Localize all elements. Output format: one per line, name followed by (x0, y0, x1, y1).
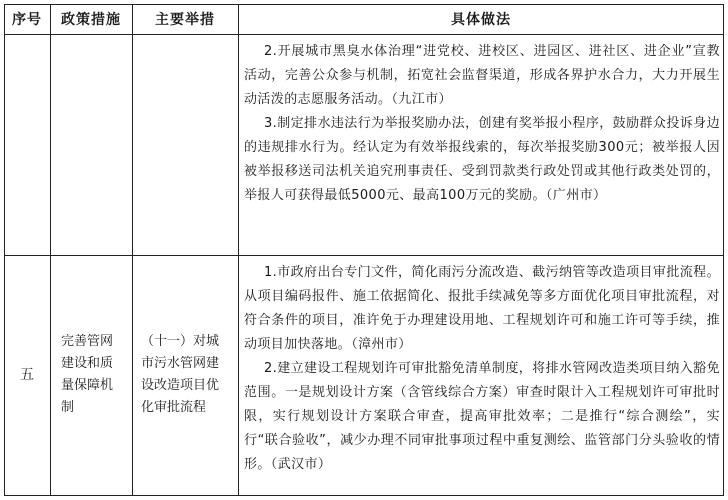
policy-measure (50, 255, 132, 495)
practice-paragraph: 2.开展城市黑臭水体治理“进党校、进校区、进园区、进社区、进企业”宣教活动，完善公众参与机制，拓宽社会监督渠道，形成各界护水合力，大力开展生动活泼的志愿服务活动。（九江市） (244, 44, 720, 107)
main-measure (132, 255, 238, 495)
table-border-right (723, 4, 724, 496)
policy-table (4, 4, 724, 496)
header-measure: 主要举措 (155, 12, 215, 28)
table-border-bottom (4, 495, 724, 496)
practice-paragraph: 3.制定排水违法行为举报奖励办法，创建有奖举报小程序，鼓励群众投诉身边的违规排水行为。经认定为有效举报线索的，每次举报奖励300元；被举报人因被举报移送司法机关追究刑事责任、受到罚款类行政处罚或其他行政类处罚的，举报人可获得最低5000元、最高100万元的奖励。（广州市） (244, 116, 720, 203)
column-divider-3 (238, 4, 239, 496)
row-number: 五 (20, 367, 34, 383)
header-number: 序号 (12, 12, 42, 28)
header-policy: 政策措施 (61, 12, 121, 28)
practice-paragraph: 2.建立建设工程规划许可审批豁免清单制度，将排水管网改造类项目纳入豁免范围。一是规划设计方案（含管线综合方案）审查时限计入工程规划许可审批时限，实行规划设计方案联合审查，提高审批效率；二是推行“综合测绘”，实行“联合验收”，减少办理不同审批事项过程中重复测绘、监管部门分头验收的情形。（武汉市） (244, 361, 720, 472)
practice-paragraph: 1.市政府出台专门文件，简化雨污分流改造、截污纳管等改造项目审批流程。从项目编码报件、施工依据简化、报批手续减免等多方面优化项目审批流程，对符合条件的项目，准许免于办理建设用地、工程规划许可和施工许可等手续，推动项目加快落地。（漳州市） (244, 265, 720, 352)
measure-text: （十一）对城市污水管网建设改造项目优化审批流程 (141, 334, 220, 415)
header-practice: 具体做法 (451, 12, 511, 28)
policy-text: 完善管网建设和质量保障机制 (61, 334, 114, 415)
header-divider (4, 34, 724, 35)
